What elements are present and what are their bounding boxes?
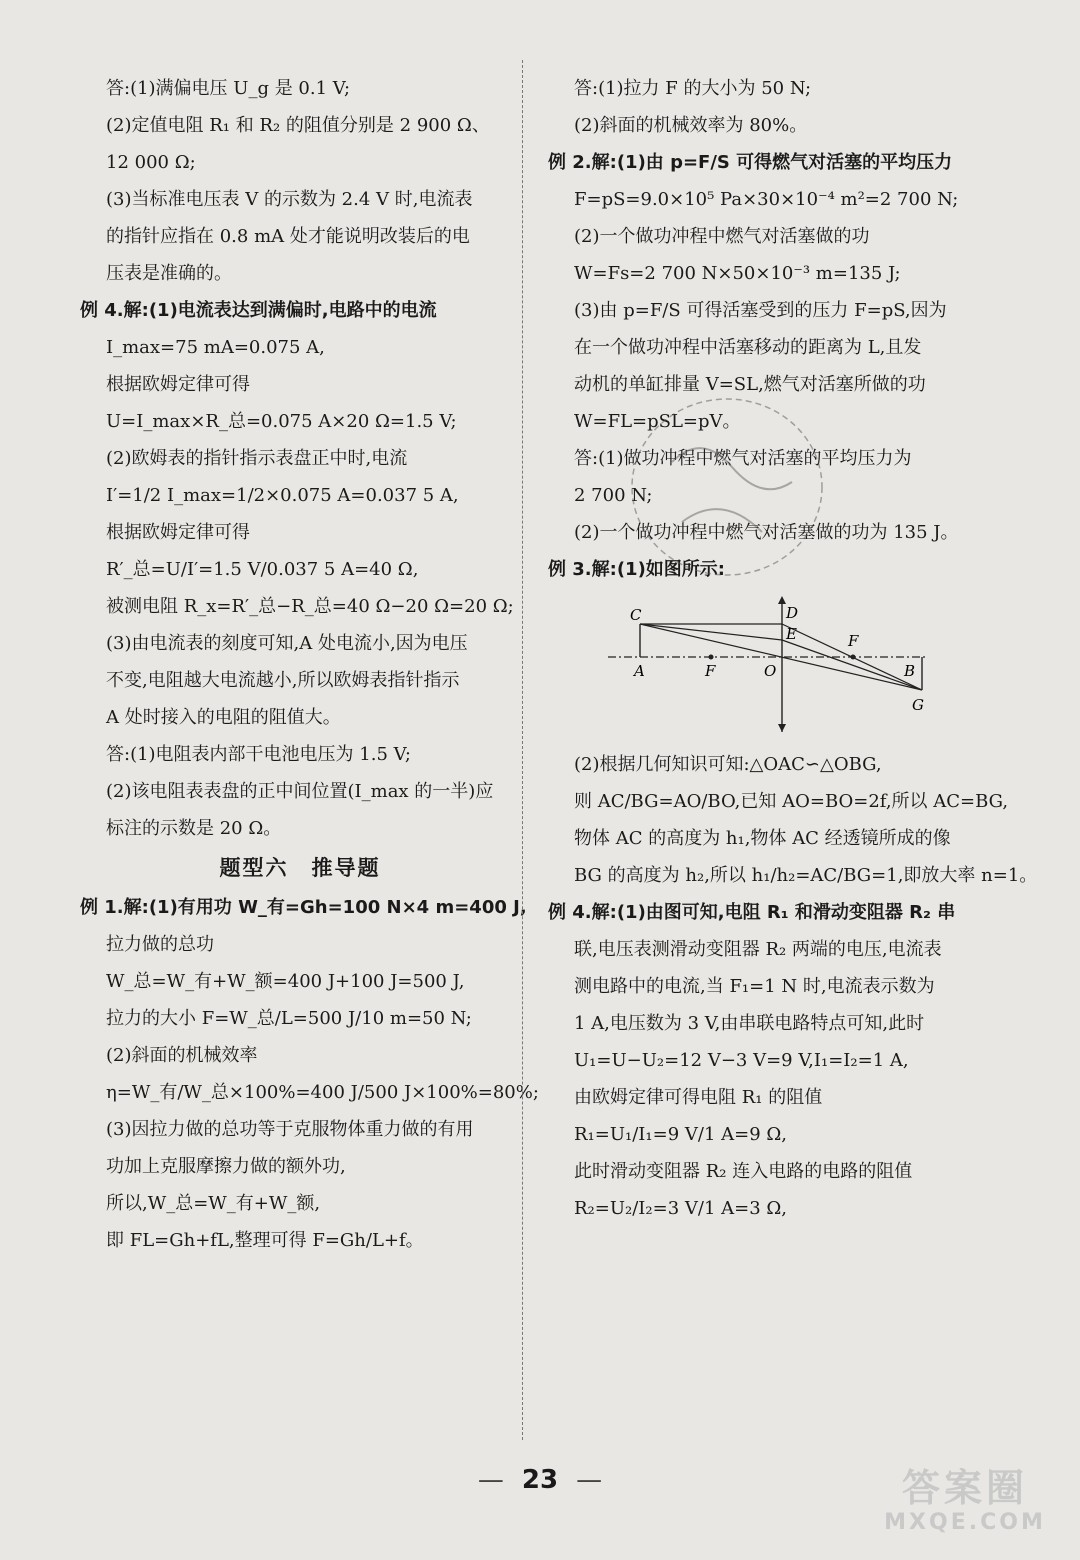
footer-dash: — [477,1465,504,1495]
label-b: B [904,662,916,680]
label-f-left: F [705,662,716,680]
answer-line: U=I_max×R_总=0.075 A×20 Ω=1.5 V; [106,411,457,432]
example-heading: 例 4.解:(1)电流表达到满偏时,电路中的电流 [80,300,437,321]
ray-center [640,624,922,690]
label-o: O [764,662,777,680]
watermark-logo [870,1466,1060,1546]
answer-line: (3)由 p=F/S 可得活塞受到的压力 F=pS,因为 [574,300,947,321]
lens-ray-diagram [548,592,988,742]
label-a: A [634,662,645,680]
answer-line: R′_总=U/I′=1.5 V/0.037 5 A=40 Ω, [106,559,419,580]
right-column [548,70,1038,1227]
section-title: 题型六 推导题 [219,856,381,880]
answer-line: R₂=U₂/I₂=3 V/1 A=3 Ω, [574,1198,788,1219]
label-d: D [786,604,799,622]
label-g: G [912,696,924,714]
answer-line: 根据欧姆定律可得 [106,522,250,543]
answer-line: 答:(1)电阻表内部干电池电压为 1.5 V; [106,744,411,765]
answer-line: 动机的单缸排量 V=SL,燃气对活塞所做的功 [574,374,926,395]
answer-line: U₁=U−U₂=12 V−3 V=9 V,I₁=I₂=1 A, [574,1050,909,1071]
label-e: E [786,625,797,643]
answer-line: 在一个做功冲程中活塞移动的距离为 L,且发 [574,337,922,358]
answer-line: 的指针应指在 0.8 mA 处才能说明改装后的电 [106,226,470,247]
answer-line: 压表是准确的。 [106,263,232,284]
answer-line: 标注的示数是 20 Ω。 [106,818,282,839]
answer-line: (2)一个做功冲程中燃气对活塞做的功 [574,226,870,247]
answer-line: 拉力做的总功 [106,934,214,955]
answer-line: R₁=U₁/I₁=9 V/1 A=9 Ω, [574,1124,788,1145]
answer-line: 由欧姆定律可得电阻 R₁ 的阻值 [574,1087,823,1108]
answer-line: 2 700 N; [574,485,653,506]
answer-line: 12 000 Ω; [106,152,196,173]
ray-third [640,624,782,640]
lens-arrow-bottom [778,724,786,732]
watermark-title: 答案圈 [901,1466,1028,1510]
focus-right [851,655,856,660]
lens-diagram-svg [608,592,928,742]
left-column [80,70,539,1259]
answer-line: 答:(1)满偏电压 U_g 是 0.1 V; [106,78,351,99]
answer-line: 答:(1)拉力 F 的大小为 50 N; [574,78,812,99]
watermark-url: MXQE.COM [884,1510,1046,1535]
answer-line: 联,电压表测滑动变阻器 R₂ 两端的电压,电流表 [574,939,942,960]
example-heading: 例 4.解:(1)由图可知,电阻 R₁ 和滑动变阻器 R₂ 串 [548,902,956,923]
answer-line: η=W_有/W_总×100%=400 J/500 J×100%=80%; [106,1082,539,1103]
answer-line: (2)该电阻表表盘的正中间位置(I_max 的一半)应 [106,781,494,802]
example-heading: 例 2.解:(1)由 p=F/S 可得燃气对活塞的平均压力 [548,152,953,173]
answer-line: W_总=W_有+W_额=400 J+100 J=500 J, [106,971,465,992]
answer-line: 物体 AC 的高度为 h₁,物体 AC 经透镜所成的像 [574,828,951,849]
answer-line: 1 A,电压数为 3 V,由串联电路特点可知,此时 [574,1013,925,1034]
answer-line: 不变,电阻越大电流越小,所以欧姆表指针指示 [106,670,460,691]
answer-line: (2)定值电阻 R₁ 和 R₂ 的阻值分别是 2 900 Ω、 [106,115,490,136]
answer-line: (3)由电流表的刻度可知,A 处电流小,因为电压 [106,633,468,654]
answer-line: 被测电阻 R_x=R′_总−R_总=40 Ω−20 Ω=20 Ω; [106,596,514,617]
page-number: 23 [521,1465,559,1495]
answer-line: A 处时接入的电阻的阻值大。 [106,707,341,728]
focus-left [709,655,714,660]
answer-line: 所以,W_总=W_有+W_额, [106,1193,321,1214]
answer-line: 测电路中的电流,当 F₁=1 N 时,电流表示数为 [574,976,935,997]
answer-line: (2)欧姆表的指针指示表盘正中时,电流 [106,448,408,469]
answer-line: (3)因拉力做的总功等于克服物体重力做的有用 [106,1119,474,1140]
answer-line: 即 FL=Gh+fL,整理可得 F=Gh/L+f。 [106,1230,424,1251]
answer-line: (3)当标准电压表 V 的示数为 2.4 V 时,电流表 [106,189,473,210]
answer-line: BG 的高度为 h₂,所以 h₁/h₂=AC/BG=1,即放大率 n=1。 [574,865,1038,886]
label-c: C [630,606,642,624]
answer-line: 则 AC/BG=AO/BO,已知 AO=BO=2f,所以 AC=BG, [574,791,1009,812]
answer-line: W=Fs=2 700 N×50×10⁻³ m=135 J; [574,263,901,284]
answer-line: 答:(1)做功冲程中燃气对活塞的平均压力为 [574,448,912,469]
answer-line: 功加上克服摩擦力做的额外功, [106,1156,346,1177]
answer-line: (2)斜面的机械效率 [106,1045,258,1066]
answer-line: F=pS=9.0×10⁵ Pa×30×10⁻⁴ m²=2 700 N; [574,189,959,210]
example-heading: 例 1.解:(1)有用功 W_有=Gh=100 N×4 m=400 J, [80,897,527,918]
lens-arrow-top [778,596,786,604]
example-heading: 例 3.解:(1)如图所示: [548,559,726,580]
column-divider [522,60,523,1440]
answer-line: (2)根据几何知识可知:△OAC∽△OBG, [574,754,882,775]
footer-dash: — [576,1465,603,1495]
answer-line: (2)斜面的机械效率为 80%。 [574,115,808,136]
answer-line: 根据欧姆定律可得 [106,374,250,395]
answer-line: I_max=75 mA=0.075 A, [106,337,325,358]
answer-line: (2)一个做功冲程中燃气对活塞做的功为 135 J。 [574,522,959,543]
answer-line: 拉力的大小 F=W_总/L=500 J/10 m=50 N; [106,1008,472,1029]
answer-line: I′=1/2 I_max=1/2×0.075 A=0.037 5 A, [106,485,459,506]
label-f-right: F [848,632,859,650]
answer-line: 此时滑动变阻器 R₂ 连入电路的电路的阻值 [574,1161,913,1182]
answer-line: W=FL=pSL=pV。 [574,411,741,432]
